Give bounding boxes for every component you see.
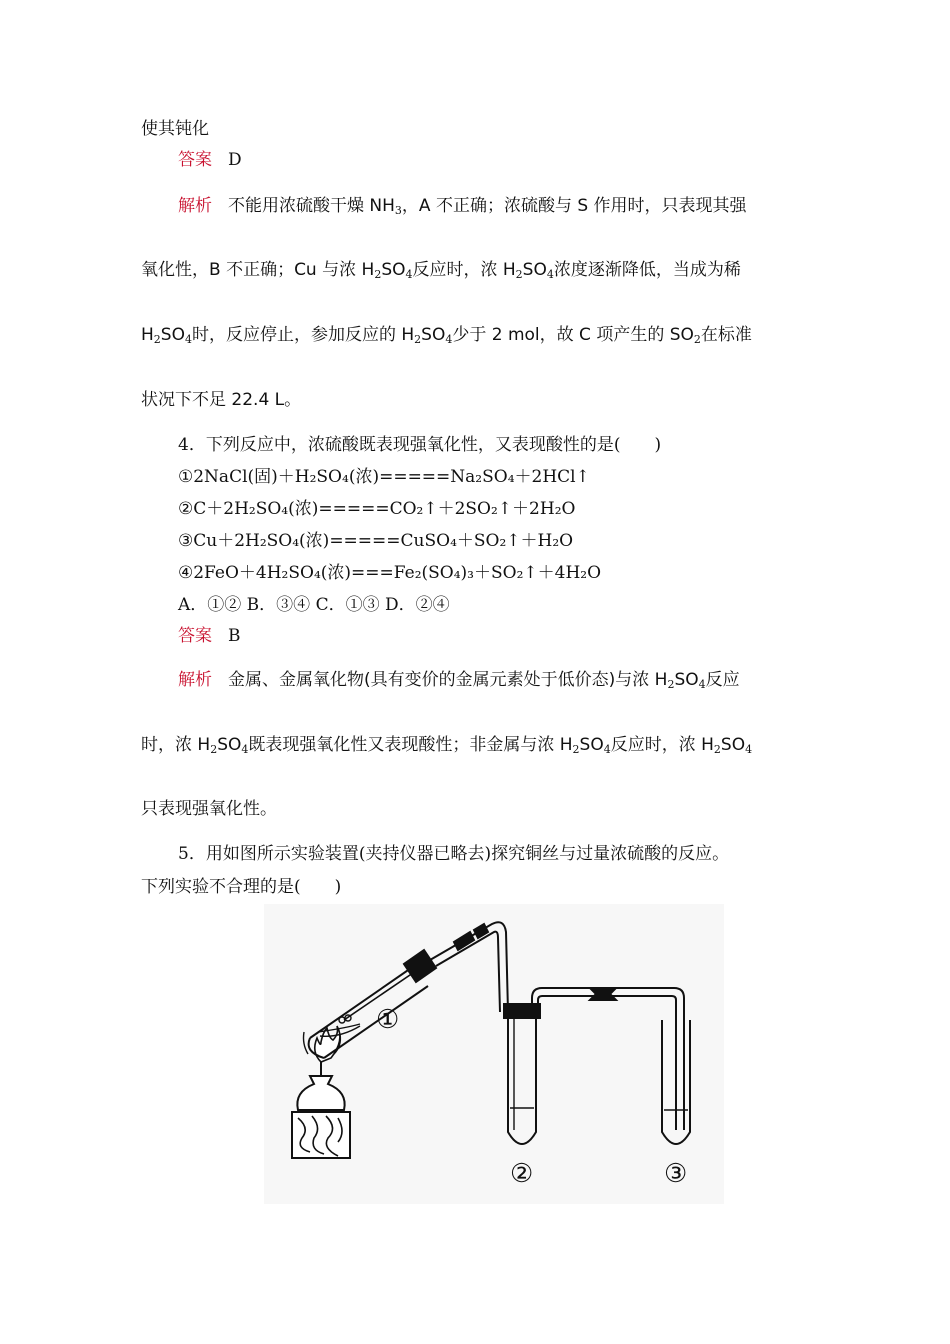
analysis-text: SO	[579, 735, 604, 755]
answer-label: 答案	[178, 626, 212, 646]
prev-answer-line	[178, 149, 242, 171]
q5-stem-line1: 5．用如图所示实验装置(夹持仪器已略去)探究铜丝与过量浓硫酸的反应。	[178, 844, 730, 864]
answer-value: D	[228, 150, 242, 170]
analysis-text: 金属、金属氧化物(具有变价的金属元素处于低价态)与浓 H	[228, 670, 668, 690]
test-tube-2	[508, 1018, 536, 1144]
analysis-text: SO	[522, 260, 547, 280]
q4-reaction-1: ①2NaCl(固)＋H₂SO₄(浓)=====Na₂SO₄＋2HCl↑	[178, 467, 590, 487]
q4-reaction-4: ④2FeO＋4H₂SO₄(浓)===Fe₂(SO₄)₃＋SO₂↑＋4H₂O	[178, 563, 602, 583]
analysis-text: SO	[421, 325, 446, 345]
analysis-text: SO	[674, 670, 699, 690]
analysis-text: 反应时，浓 H	[412, 260, 516, 280]
label-3: ③	[664, 1159, 688, 1189]
analysis-text: 既表现强氧化性又表现酸性；非金属与浓 H	[248, 735, 573, 755]
analysis-text: SO	[381, 260, 406, 280]
analysis-text: 少于 2 mol，故 C 项产生的 SO	[452, 325, 694, 345]
answer-value: B	[228, 626, 241, 646]
analysis-text: 时，反应停止，参加反应的 H	[191, 325, 415, 345]
analysis-text: SO	[720, 735, 746, 755]
apparatus-figure	[264, 904, 724, 1204]
q4-analysis-line1: 解析 金属、金属氧化物(具有变价的金属元素处于低价态)与浓 $H_2SO_4$反应	[178, 670, 740, 691]
q4-reaction-3: ③Cu＋2H₂SO₄(浓)=====CuSO₄＋SO₂↑＋H₂O	[178, 531, 574, 551]
stopper-1	[404, 950, 436, 982]
q4-analysis-line3: 只表现强氧化性。	[141, 799, 277, 819]
alcohol-lamp	[297, 1076, 344, 1110]
prev-analysis-line2: 氧化性，B 不正确；Cu 与浓 $H_2SO_4$反应时，浓 $H_2SO_4$浓度逐渐降低，当成为稀	[141, 260, 741, 281]
q4-answer-line	[178, 625, 241, 647]
analysis-text: 浓度逐渐降低，当成为稀	[553, 260, 741, 280]
analysis-text: ，A 不正确；浓硫酸与 S 作用时，只表现其强	[401, 196, 747, 216]
stopper-2	[504, 1004, 540, 1018]
q4-stem: 4．下列反应中，浓硫酸既表现强氧化性，又表现酸性的是( )	[178, 435, 662, 455]
answer-label: 答案	[178, 150, 212, 170]
prev-analysis-line1: 解析 不能用浓硫酸干燥 $NH_3$，A 不正确；浓硫酸与 S 作用时，只表现其强	[178, 196, 747, 217]
prev-analysis-line3: $H_2SO_4$时，反应停止，参加反应的 $H_2SO_4$少于 2 mol，故 C 项产生的 $SO_2$在标准	[141, 325, 752, 346]
label-1: ①	[376, 1005, 400, 1035]
analysis-text: 反应时，浓 H	[610, 735, 714, 755]
analysis-text: SO	[160, 325, 185, 345]
q4-analysis-line2: 时，浓 $H_2SO_4$既表现强氧化性又表现酸性；非金属与浓 $H_2SO_4$反应时，浓 $H_2SO_4$	[141, 735, 753, 756]
prev-analysis-line4: 状况下不足 22.4 L。	[141, 390, 302, 410]
q4-options: A．①② B．③④ C．①③ D．②④	[178, 595, 450, 615]
analysis-label: 解析	[178, 670, 212, 690]
analysis-text: SO	[217, 735, 242, 755]
label-2: ②	[510, 1159, 534, 1189]
analysis-text: 在标准	[700, 325, 752, 345]
analysis-text: 反应	[705, 670, 740, 690]
analysis-label: 解析	[178, 196, 212, 216]
analysis-text: 不能用浓硫酸干燥 NH	[228, 196, 395, 216]
q5-stem-line2: 下列实验不合理的是( )	[141, 877, 342, 897]
rubber-tube-2	[590, 988, 616, 1000]
apparatus-drawing	[264, 904, 724, 1204]
analysis-text: 时，浓 H	[141, 735, 211, 755]
prev-tail: 使其钝化	[141, 119, 209, 139]
analysis-text: 氧化性，B 不正确；Cu 与浓 H	[141, 260, 375, 280]
q4-reaction-2: ②C＋2H₂SO₄(浓)=====CO₂↑＋2SO₂↑＋2H₂O	[178, 499, 576, 519]
